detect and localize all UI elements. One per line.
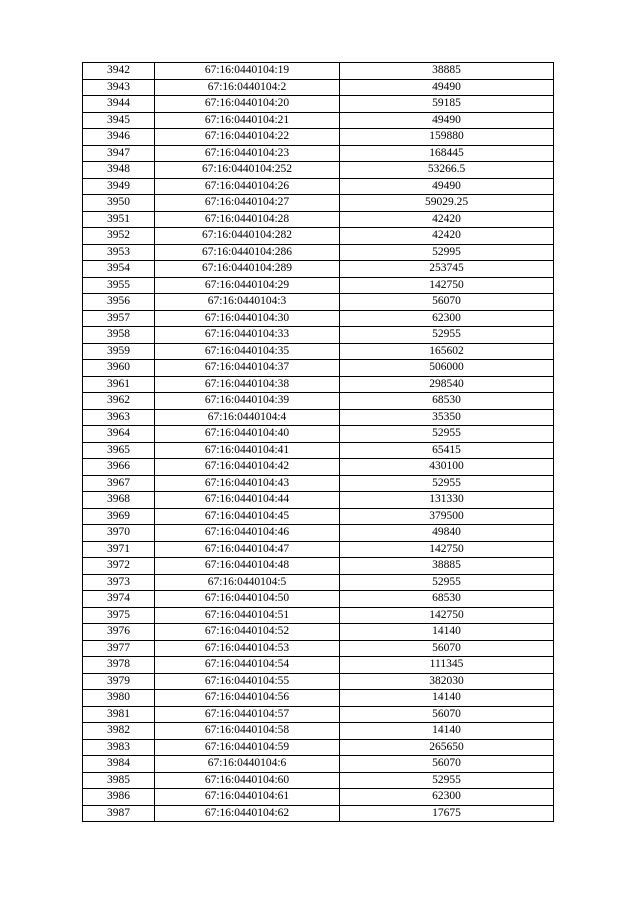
table-row <box>83 508 554 525</box>
cadastral-number-cell: 67:16:0440104:30 <box>155 310 340 327</box>
value-cell: 49840 <box>340 525 554 542</box>
value-cell: 68530 <box>340 591 554 608</box>
table-row <box>83 244 554 261</box>
value-cell: 62300 <box>340 789 554 806</box>
table-row <box>83 525 554 542</box>
table-row <box>83 112 554 129</box>
table-row <box>83 756 554 773</box>
table-row <box>83 558 554 575</box>
value-cell: 35350 <box>340 409 554 426</box>
value-cell: 168445 <box>340 145 554 162</box>
cadastral-number-cell: 67:16:0440104:48 <box>155 558 340 575</box>
row-number-cell: 3961 <box>83 376 155 393</box>
cadastral-number-cell: 67:16:0440104:29 <box>155 277 340 294</box>
value-cell: 52955 <box>340 574 554 591</box>
row-number-cell: 3954 <box>83 261 155 278</box>
row-number-cell: 3957 <box>83 310 155 327</box>
table-row <box>83 343 554 360</box>
cadastral-number-cell: 67:16:0440104:46 <box>155 525 340 542</box>
value-cell: 253745 <box>340 261 554 278</box>
table-row <box>83 789 554 806</box>
row-number-cell: 3976 <box>83 624 155 641</box>
cadastral-number-cell: 67:16:0440104:5 <box>155 574 340 591</box>
row-number-cell: 3985 <box>83 772 155 789</box>
value-cell: 49490 <box>340 178 554 195</box>
row-number-cell: 3945 <box>83 112 155 129</box>
row-number-cell: 3986 <box>83 789 155 806</box>
value-cell: 265650 <box>340 739 554 756</box>
cadastral-number-cell: 67:16:0440104:286 <box>155 244 340 261</box>
cadastral-number-cell: 67:16:0440104:37 <box>155 360 340 377</box>
table-row <box>83 426 554 443</box>
table-row <box>83 145 554 162</box>
value-cell: 42420 <box>340 228 554 245</box>
table-row <box>83 162 554 179</box>
table-row <box>83 459 554 476</box>
table-row <box>83 178 554 195</box>
row-number-cell: 3987 <box>83 805 155 822</box>
row-number-cell: 3944 <box>83 96 155 113</box>
row-number-cell: 3971 <box>83 541 155 558</box>
value-cell: 65415 <box>340 442 554 459</box>
row-number-cell: 3949 <box>83 178 155 195</box>
row-number-cell: 3984 <box>83 756 155 773</box>
cadastral-number-cell: 67:16:0440104:28 <box>155 211 340 228</box>
table-row <box>83 327 554 344</box>
table-row <box>83 640 554 657</box>
value-cell: 142750 <box>340 277 554 294</box>
cadastral-number-cell: 67:16:0440104:51 <box>155 607 340 624</box>
cadastral-number-cell: 67:16:0440104:61 <box>155 789 340 806</box>
row-number-cell: 3963 <box>83 409 155 426</box>
row-number-cell: 3943 <box>83 79 155 96</box>
cadastral-number-cell: 67:16:0440104:43 <box>155 475 340 492</box>
cadastral-number-cell: 67:16:0440104:252 <box>155 162 340 179</box>
value-cell: 165602 <box>340 343 554 360</box>
value-cell: 38885 <box>340 558 554 575</box>
row-number-cell: 3974 <box>83 591 155 608</box>
row-number-cell: 3977 <box>83 640 155 657</box>
table-row <box>83 657 554 674</box>
row-number-cell: 3956 <box>83 294 155 311</box>
value-cell: 56070 <box>340 756 554 773</box>
table-row <box>83 772 554 789</box>
cadastral-number-cell: 67:16:0440104:50 <box>155 591 340 608</box>
cadastral-number-cell: 67:16:0440104:21 <box>155 112 340 129</box>
row-number-cell: 3970 <box>83 525 155 542</box>
cadastral-number-cell: 67:16:0440104:59 <box>155 739 340 756</box>
row-number-cell: 3982 <box>83 723 155 740</box>
table-row <box>83 442 554 459</box>
cadastral-number-cell: 67:16:0440104:44 <box>155 492 340 509</box>
row-number-cell: 3955 <box>83 277 155 294</box>
value-cell: 142750 <box>340 607 554 624</box>
value-cell: 17675 <box>340 805 554 822</box>
value-cell: 52955 <box>340 772 554 789</box>
table-row <box>83 624 554 641</box>
value-cell: 52955 <box>340 426 554 443</box>
value-cell: 14140 <box>340 723 554 740</box>
cadastral-number-cell: 67:16:0440104:62 <box>155 805 340 822</box>
table-row <box>83 211 554 228</box>
cadastral-number-cell: 67:16:0440104:19 <box>155 63 340 80</box>
row-number-cell: 3942 <box>83 63 155 80</box>
row-number-cell: 3951 <box>83 211 155 228</box>
value-cell: 56070 <box>340 294 554 311</box>
cadastral-number-cell: 67:16:0440104:40 <box>155 426 340 443</box>
row-number-cell: 3946 <box>83 129 155 146</box>
value-cell: 111345 <box>340 657 554 674</box>
value-cell: 430100 <box>340 459 554 476</box>
cadastral-number-cell: 67:16:0440104:23 <box>155 145 340 162</box>
row-number-cell: 3948 <box>83 162 155 179</box>
row-number-cell: 3983 <box>83 739 155 756</box>
value-cell: 14140 <box>340 690 554 707</box>
value-cell: 142750 <box>340 541 554 558</box>
cadastral-number-cell: 67:16:0440104:26 <box>155 178 340 195</box>
value-cell: 38885 <box>340 63 554 80</box>
value-cell: 42420 <box>340 211 554 228</box>
cadastral-number-cell: 67:16:0440104:47 <box>155 541 340 558</box>
value-cell: 52955 <box>340 475 554 492</box>
row-number-cell: 3947 <box>83 145 155 162</box>
row-number-cell: 3960 <box>83 360 155 377</box>
row-number-cell: 3979 <box>83 673 155 690</box>
value-cell: 159880 <box>340 129 554 146</box>
row-number-cell: 3973 <box>83 574 155 591</box>
cadastral-number-cell: 67:16:0440104:289 <box>155 261 340 278</box>
row-number-cell: 3952 <box>83 228 155 245</box>
cadastral-number-cell: 67:16:0440104:27 <box>155 195 340 212</box>
table-body <box>83 63 554 822</box>
table-row <box>83 690 554 707</box>
table-row <box>83 228 554 245</box>
table-row <box>83 376 554 393</box>
table-row <box>83 277 554 294</box>
row-number-cell: 3978 <box>83 657 155 674</box>
value-cell: 53266.5 <box>340 162 554 179</box>
row-number-cell: 3972 <box>83 558 155 575</box>
table-row <box>83 805 554 822</box>
cadastral-number-cell: 67:16:0440104:4 <box>155 409 340 426</box>
cadastral-number-cell: 67:16:0440104:35 <box>155 343 340 360</box>
row-number-cell: 3968 <box>83 492 155 509</box>
row-number-cell: 3964 <box>83 426 155 443</box>
table-row <box>83 129 554 146</box>
cadastral-number-cell: 67:16:0440104:282 <box>155 228 340 245</box>
cadastral-number-cell: 67:16:0440104:42 <box>155 459 340 476</box>
value-cell: 14140 <box>340 624 554 641</box>
table-row <box>83 409 554 426</box>
table-row <box>83 591 554 608</box>
table-row <box>83 739 554 756</box>
cadastral-number-cell: 67:16:0440104:33 <box>155 327 340 344</box>
value-cell: 59029.25 <box>340 195 554 212</box>
table-row <box>83 96 554 113</box>
value-cell: 59185 <box>340 96 554 113</box>
cadastral-number-cell: 67:16:0440104:38 <box>155 376 340 393</box>
row-number-cell: 3962 <box>83 393 155 410</box>
table-row <box>83 79 554 96</box>
table-row <box>83 310 554 327</box>
value-cell: 56070 <box>340 640 554 657</box>
cadastral-number-cell: 67:16:0440104:22 <box>155 129 340 146</box>
value-cell: 52995 <box>340 244 554 261</box>
row-number-cell: 3966 <box>83 459 155 476</box>
value-cell: 379500 <box>340 508 554 525</box>
table-row <box>83 723 554 740</box>
value-cell: 68530 <box>340 393 554 410</box>
table-row <box>83 574 554 591</box>
value-cell: 49490 <box>340 112 554 129</box>
table-row <box>83 360 554 377</box>
row-number-cell: 3950 <box>83 195 155 212</box>
value-cell: 62300 <box>340 310 554 327</box>
cadastral-number-cell: 67:16:0440104:60 <box>155 772 340 789</box>
table-row <box>83 492 554 509</box>
cadastral-number-cell: 67:16:0440104:20 <box>155 96 340 113</box>
table-row <box>83 63 554 80</box>
row-number-cell: 3969 <box>83 508 155 525</box>
row-number-cell: 3965 <box>83 442 155 459</box>
row-number-cell: 3958 <box>83 327 155 344</box>
value-cell: 52955 <box>340 327 554 344</box>
cadastral-number-cell: 67:16:0440104:52 <box>155 624 340 641</box>
row-number-cell: 3980 <box>83 690 155 707</box>
cadastral-number-cell: 67:16:0440104:56 <box>155 690 340 707</box>
table-row <box>83 195 554 212</box>
table-row <box>83 475 554 492</box>
cadastral-number-cell: 67:16:0440104:6 <box>155 756 340 773</box>
value-cell: 298540 <box>340 376 554 393</box>
cadastral-number-cell: 67:16:0440104:2 <box>155 79 340 96</box>
table-row <box>83 607 554 624</box>
cadastral-number-cell: 67:16:0440104:57 <box>155 706 340 723</box>
cadastral-number-cell: 67:16:0440104:41 <box>155 442 340 459</box>
value-cell: 382030 <box>340 673 554 690</box>
cadastral-number-cell: 67:16:0440104:39 <box>155 393 340 410</box>
table-row <box>83 294 554 311</box>
value-cell: 56070 <box>340 706 554 723</box>
row-number-cell: 3967 <box>83 475 155 492</box>
value-cell: 131330 <box>340 492 554 509</box>
row-number-cell: 3959 <box>83 343 155 360</box>
cadastral-number-cell: 67:16:0440104:45 <box>155 508 340 525</box>
value-cell: 506000 <box>340 360 554 377</box>
value-cell: 49490 <box>340 79 554 96</box>
row-number-cell: 3981 <box>83 706 155 723</box>
table-row <box>83 706 554 723</box>
table-row <box>83 541 554 558</box>
table-row <box>83 393 554 410</box>
table-row <box>83 673 554 690</box>
table-row <box>83 261 554 278</box>
row-number-cell: 3953 <box>83 244 155 261</box>
cadastral-number-cell: 67:16:0440104:55 <box>155 673 340 690</box>
cadastral-number-cell: 67:16:0440104:58 <box>155 723 340 740</box>
cadastral-number-cell: 67:16:0440104:54 <box>155 657 340 674</box>
data-table <box>82 62 554 822</box>
row-number-cell: 3975 <box>83 607 155 624</box>
cadastral-number-cell: 67:16:0440104:53 <box>155 640 340 657</box>
cadastral-number-cell: 67:16:0440104:3 <box>155 294 340 311</box>
